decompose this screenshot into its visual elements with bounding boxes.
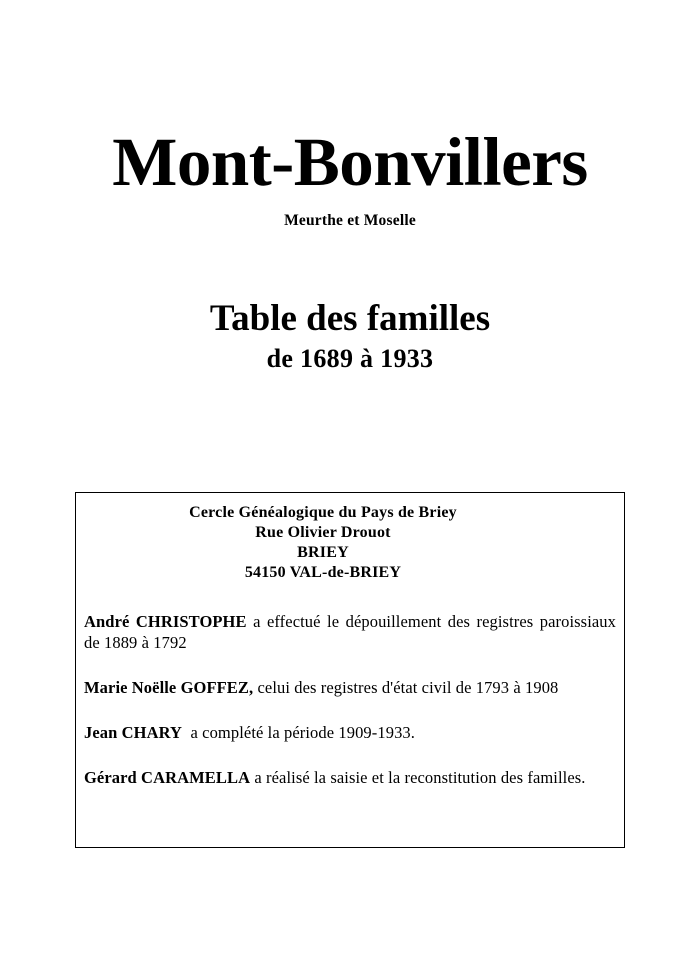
address-line-postal: 54150 VAL-de-BRIEY — [244, 564, 402, 581]
contributor-contribution: celui des registres d'état civil de 1793 à 1908 — [257, 678, 559, 697]
section-title: Table des familles — [209, 298, 491, 339]
section-heading-block — [0, 300, 700, 372]
title-block — [0, 124, 700, 230]
contributor-name: André CHRISTOPHE — [84, 612, 247, 631]
contributor-contribution: a réalisé la saisie et la reconstitution des familles. — [254, 768, 586, 787]
page-title: Mont-Bonvillers — [112, 124, 588, 200]
address-line-city: BRIEY — [297, 544, 349, 561]
credit-paragraph — [84, 677, 616, 698]
document-region-subtitle: Meurthe et Moselle — [284, 212, 416, 229]
credits-body — [76, 611, 624, 788]
credit-paragraph — [84, 611, 616, 653]
contributor-separator — [182, 723, 190, 742]
credits-frame — [75, 492, 625, 848]
section-date-range: de 1689 à 1933 — [266, 344, 434, 373]
address-line-street: Rue Olivier Drouot — [255, 524, 391, 541]
contributor-contribution: a complété la période 1909-1933. — [190, 723, 415, 742]
credit-paragraph — [84, 767, 616, 788]
credit-paragraph — [84, 722, 616, 743]
contributor-name: Marie Noëlle GOFFEZ, — [84, 678, 254, 697]
contributor-name: Jean CHARY — [84, 723, 183, 742]
address-line-organization: Cercle Généalogique du Pays de Briey — [189, 504, 457, 521]
contributor-contribution: a effectué le dépouillement des registres paroissiaux de 1889 à 1792 — [84, 612, 616, 652]
contributor-name: Gérard CARAMELLA — [84, 768, 251, 787]
address-block — [76, 503, 624, 583]
